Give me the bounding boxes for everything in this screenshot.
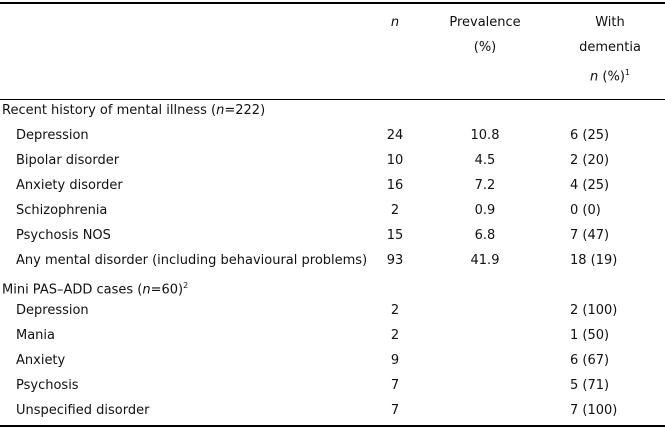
cell-n: 10 bbox=[386, 153, 404, 168]
cell-n: 7 bbox=[390, 403, 400, 418]
header-dementia-line3 bbox=[565, 60, 655, 89]
cell-dementia: 2 (20) bbox=[570, 153, 610, 168]
cell-n: 16 bbox=[386, 178, 404, 193]
header-dementia-pct: (%) bbox=[602, 69, 625, 85]
cell-dementia: 1 (50) bbox=[570, 328, 610, 343]
row-label: Schizophrenia bbox=[16, 203, 108, 218]
table-row bbox=[0, 298, 665, 323]
header-dementia-line2: dementia bbox=[579, 40, 641, 55]
cell-prevalence: 6.8 bbox=[474, 228, 496, 243]
cell-dementia: 2 (100) bbox=[570, 303, 618, 318]
cell-dementia: 6 (25) bbox=[570, 128, 610, 143]
row-label: Psychosis bbox=[16, 378, 79, 393]
header-dementia-line1: With bbox=[595, 15, 625, 30]
row-label: Bipolar disorder bbox=[16, 153, 120, 168]
row-label: Any mental disorder (including behavioural problems) bbox=[16, 253, 368, 268]
column-header-prevalence bbox=[440, 10, 530, 60]
cell-dementia: 7 (100) bbox=[570, 403, 618, 418]
cell-n: 7 bbox=[390, 378, 400, 393]
cell-dementia: 6 (67) bbox=[570, 353, 610, 368]
table-row bbox=[0, 398, 665, 423]
row-label: Depression bbox=[16, 128, 89, 143]
table-top-rule bbox=[0, 2, 665, 4]
header-dementia-n: n bbox=[590, 69, 599, 85]
table-row bbox=[0, 248, 665, 273]
cell-dementia: 7 (47) bbox=[570, 228, 610, 243]
header-dementia-footnote: 1 bbox=[624, 68, 630, 77]
cell-prevalence: 41.9 bbox=[470, 253, 500, 268]
row-label: Anxiety bbox=[16, 353, 66, 368]
header-prevalence-line1: Prevalence bbox=[449, 15, 521, 30]
section-title: Recent history of mental illness (n=222) bbox=[2, 103, 266, 118]
table-row bbox=[0, 123, 665, 148]
cell-dementia: 0 (0) bbox=[570, 203, 601, 218]
table-row bbox=[0, 348, 665, 373]
row-label: Mania bbox=[16, 328, 55, 343]
table-bottom-rule bbox=[0, 425, 665, 427]
cell-dementia: 5 (71) bbox=[570, 378, 610, 393]
cell-prevalence: 10.8 bbox=[470, 128, 500, 143]
row-label: Depression bbox=[16, 303, 89, 318]
cell-n: 24 bbox=[386, 128, 404, 143]
cell-prevalence: 4.5 bbox=[474, 153, 496, 168]
cell-n: 9 bbox=[390, 353, 400, 368]
section-title: Mini PAS–ADD cases (n=60)$^2$ bbox=[2, 281, 189, 298]
cell-dementia: 4 (25) bbox=[570, 178, 610, 193]
table-row bbox=[0, 373, 665, 398]
table-row bbox=[0, 198, 665, 223]
table-row bbox=[0, 173, 665, 198]
column-header-n bbox=[380, 10, 410, 35]
cell-n: 2 bbox=[390, 203, 400, 218]
cell-prevalence: 7.2 bbox=[474, 178, 496, 193]
cell-n: 15 bbox=[386, 228, 404, 243]
cell-n: 2 bbox=[390, 303, 400, 318]
section-title-mini-pas-add bbox=[0, 273, 665, 298]
cell-dementia: 18 (19) bbox=[570, 253, 618, 268]
table-row bbox=[0, 323, 665, 348]
cell-n: 2 bbox=[390, 328, 400, 343]
row-label: Psychosis NOS bbox=[16, 228, 111, 243]
header-prevalence-line2: (%) bbox=[473, 40, 497, 55]
table-row bbox=[0, 223, 665, 248]
cell-prevalence: 0.9 bbox=[474, 203, 496, 218]
table-row bbox=[0, 148, 665, 173]
row-label: Anxiety disorder bbox=[16, 178, 123, 193]
section-title-mental-illness bbox=[0, 98, 665, 123]
cell-n: 93 bbox=[386, 253, 404, 268]
header-n-label: n bbox=[390, 15, 400, 30]
column-header-dementia bbox=[565, 10, 655, 89]
row-label: Unspecified disorder bbox=[16, 403, 150, 418]
